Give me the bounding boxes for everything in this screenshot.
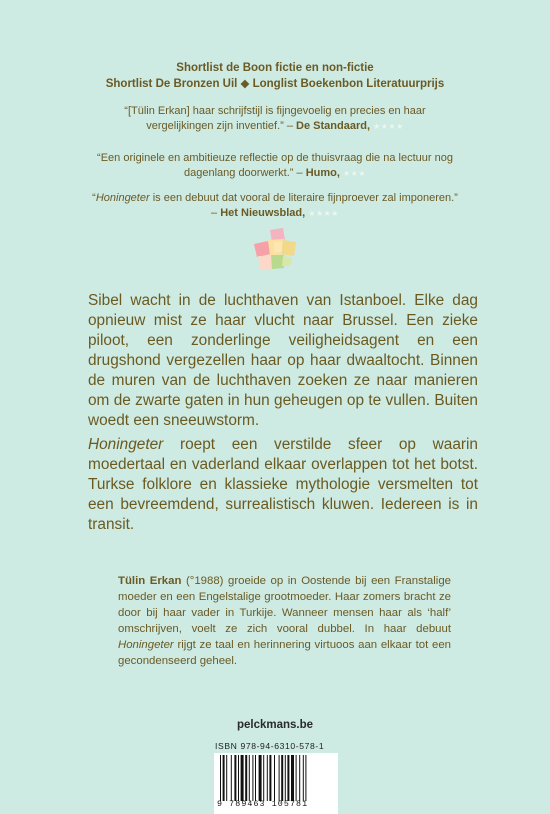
quote-source: De Standaard, (296, 120, 371, 132)
barcode-bar (285, 755, 286, 801)
blurb-paragraph-1: Sibel wacht in de luchthaven van Istanboel. Elke dag opnieuw mist ze haar vlucht naar Brussel. Een zieke piloot, een zonderlinge veiligheidsagent en een drugshond vergezellen haar op haar dwaaltocht. Binnen de muren van de luchthaven zoeken ze naar manieren om de zwarte gaten in hun geheugen op te vullen. Buiten woedt een sneeuwstorm. (88, 292, 478, 429)
barcode-bar (252, 755, 253, 801)
isbn-label: ISBN 978-94-6310-578-1 (215, 741, 325, 751)
barcode-bar (234, 755, 236, 801)
quote-source: Humo, (305, 167, 340, 179)
bio-book-title: Honingeter (118, 639, 174, 651)
barcode-bar (296, 755, 297, 801)
quote-book-title: Honingeter (95, 192, 150, 204)
rating-stars: ★★★ (342, 169, 366, 178)
turkish-delight-cubes-icon (250, 226, 300, 276)
rating-stars: ★★★★ (308, 209, 339, 218)
barcode-bar (238, 755, 239, 801)
publisher-website: pelckmans.be (236, 719, 314, 731)
barcode-bar (255, 755, 256, 801)
barcode-bar (259, 755, 262, 801)
barcode-bar (279, 755, 280, 801)
barcode (214, 753, 338, 814)
awards (0, 60, 550, 92)
barcode-bar (274, 755, 275, 801)
barcode-bar (299, 755, 300, 801)
quote-text: “Een originele en ambitieuze reflectie op de thuisvraag die na lectuur nog dagenlang doorwerkt.” – (97, 152, 453, 179)
barcode-bar (226, 755, 227, 801)
award-line-1: Shortlist de Boon fictie en non-fictie (176, 62, 374, 74)
quote-text: “[Tülin Erkan] haar schrijfstijl is fijngevoelig en precies en haar vergelijkingen zijn inventief.” – (124, 105, 426, 132)
quote-text: is een debuut dat vooral de literaire fijnproever zal imponeren.” – (149, 192, 458, 219)
barcode-bar (241, 755, 244, 801)
rating-stars: ★★★★ (373, 122, 404, 131)
barcode-bar (220, 755, 221, 801)
barcode-bar (303, 755, 304, 801)
barcode-bar (245, 755, 247, 801)
review-quote-2 (90, 151, 460, 181)
author-bio (118, 573, 451, 669)
barcode-bar (305, 755, 306, 801)
award-line-2: Shortlist De Bronzen Uil ◆ Longlist Boekenbon Literatuurprijs (105, 78, 445, 90)
review-quote-1 (90, 104, 460, 134)
barcode-bar (263, 755, 264, 801)
barcode-digits: 9 789463 105781 (217, 800, 309, 809)
barcode-bar (231, 755, 232, 801)
barcode-bar (291, 755, 294, 801)
review-quote-3 (90, 191, 460, 221)
barcode-bar (267, 755, 268, 801)
barcode-bar (287, 755, 289, 801)
quote-open: “ (92, 192, 96, 204)
barcode-bar (269, 755, 271, 801)
barcode-bar (249, 755, 250, 801)
bio-text-2: rijgt ze taal en herinnering virtuoos aan elkaar tot een gecondenseerd geheel. (118, 639, 451, 667)
barcode-bar (281, 755, 283, 801)
barcode-bar (223, 755, 225, 801)
blurb-book-title: Honingeter (88, 436, 164, 453)
quote-source: Het Nieuwsblad, (220, 207, 306, 219)
barcode-bars-icon (220, 755, 332, 801)
bio-text-1: (°1988) groeide op in Oostende bij een Franstalige moeder en een Engelstalige grootmoeder. Haar zomers bracht ze door bij haar vader in Turkije. Wanneer mensen haar als ‘half’ omschrijven, voelt ze zich vooral dubbel. In haar debuut (118, 575, 451, 635)
author-name: Tülin Erkan (118, 575, 182, 587)
blurb-paragraph-2 (88, 435, 478, 535)
blurb-paragraph-2-text: roept een verstilde sfeer op waarin moedertaal en vaderland elkaar overlappen tot het botst. Turkse folklore en klassieke mythologie versmelten tot een bevreemdend, surrealistisch kluwen. Iedereen is in transit. (88, 436, 478, 533)
